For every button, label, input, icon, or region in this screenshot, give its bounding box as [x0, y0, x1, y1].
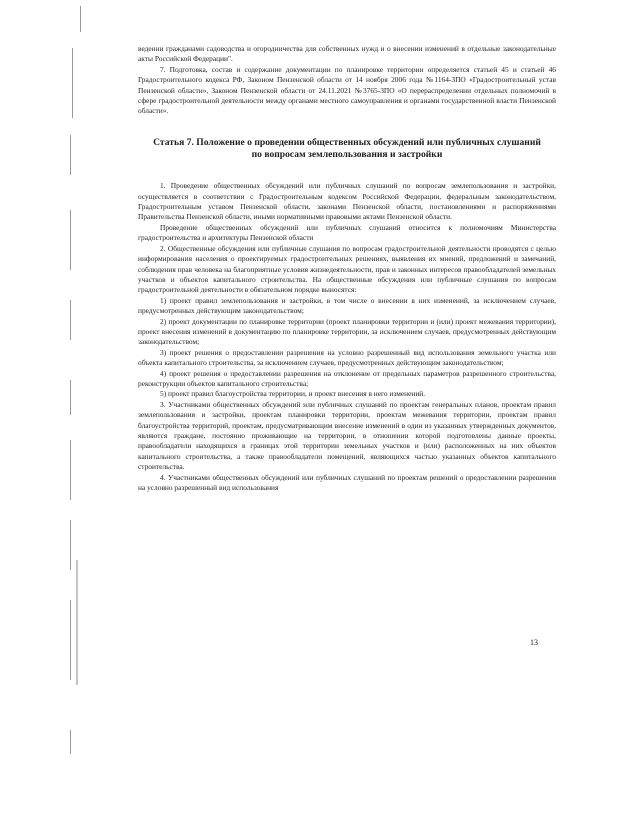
article-paragraph: 2. Общественные обсуждения или публичные слушания по вопросам градостроительной деятельности проводятся с целью информирования населения о проектируемых градостроительных решениях, выявления их мнений, предложений и замечаний, соблюдения прав человека на благоприятные условия жизнедеятельности, прав и законных интересов правообладателей земельных участков и объектов капитального строительства. На общественные обсуждения или публичные слушания по вопросам градостроительной деятельности в обязательном порядке выносятся:	[138, 243, 556, 295]
article-paragraph: 3. Участниками общественных обсуждений или публичных слушаний по проектам генеральных планов, проектам правил землепользования и застройки, проектам планировки территории, проектам межевания территории, проектам правил благоустройства территорий, проектам, предусматривающим внесение изменений в один из указанных утвержденных документов, являются граждане, постоянно проживающие на территории, в отношении которой подготовлены данные проекты, правообладатели находящихся в границах этой территории земельных участков и (или) расположенных на них объектов капитального строительства, а также правообладатели помещений, являющихся частью указанных объектов капитального строительства.	[138, 399, 556, 472]
article-paragraph: 4. Участниками общественных обсуждений или публичных слушаний по проектам решений о предоставлении разрешения на условно разрешенный вид использования	[138, 472, 556, 493]
page-number: 13	[530, 638, 538, 647]
list-item: 3) проект решения о предоставлении разрешения на условно разрешенный вид использования земельного участка или объекта капитального строительства, за исключением случаев, предусмотренных действующим законодательством;	[138, 347, 556, 368]
list-item: 1) проект правил землепользования и застройки, в том числе о внесении в них изменений, за исключением случаев, предусмотренных действующим законодательством;	[138, 295, 556, 316]
list-item: 5) проект правил благоустройства территории, и проект внесения в него изменений.	[160, 389, 426, 399]
list-item: 4) проект решения о предоставлении разрешения на отклонение от предельных параметров разрешенного строительства, реконструкции объектов капитального строительства;	[138, 368, 556, 388]
intro-paragraph: веденни гражданами садоводства и огородничества для собственных нужд и о внесении изменений в отдельные законодательные акты Российской Федерации".	[138, 44, 556, 64]
list-item: 2) проект документации по планировке территории (проект планировки территории и (или) проект межевания территории), проект внесения изменений в документацию по планировке территории, за исключением случаев, предусмотренных действующим законодательством;	[138, 316, 556, 347]
scan-left-edge	[0, 0, 90, 828]
article-paragraph: Проведение общественных обсуждений или публичных слушаний относится к полномочиям Министерства градостроительства и архитектуры Пензенской области	[138, 222, 556, 243]
document-page	[138, 44, 556, 493]
article-heading: Статья 7. Положение о проведении общественных обсуждений или публичных слушаний по вопросам землепользования и застройки	[153, 136, 541, 161]
article-paragraph: 1. Проведение общественных обсуждений или публичных слушаний по вопросам землепользования и застройки, осуществляется в соответствии с Градостроительным кодексом Российской Федерации, федеральным законодательством, Градостроительным уставом Пензенской области, законами Пензенской области, постановлениями и распоряжениями Правительства Пензенской области, иными нормативными правовыми актами Пензенской области.	[138, 181, 556, 222]
intro-paragraph: 7. Подготовка, состав и содержание документации по планировке территории определяется статьей 45 и статьей 46 Градостроительного кодекса РФ, Законом Пензенской области от 14 ноября 2006 года №1164-ЗПО «Градостроительный устав Пензенской области», Законом Пензенской области от 24.11.2021 №3765-ЗПО «О перераспределении отдельных полномочий в сфере градостроительной деятельности между органами местного самоуправления и органами государственной власти Пензенской области».	[138, 64, 556, 116]
